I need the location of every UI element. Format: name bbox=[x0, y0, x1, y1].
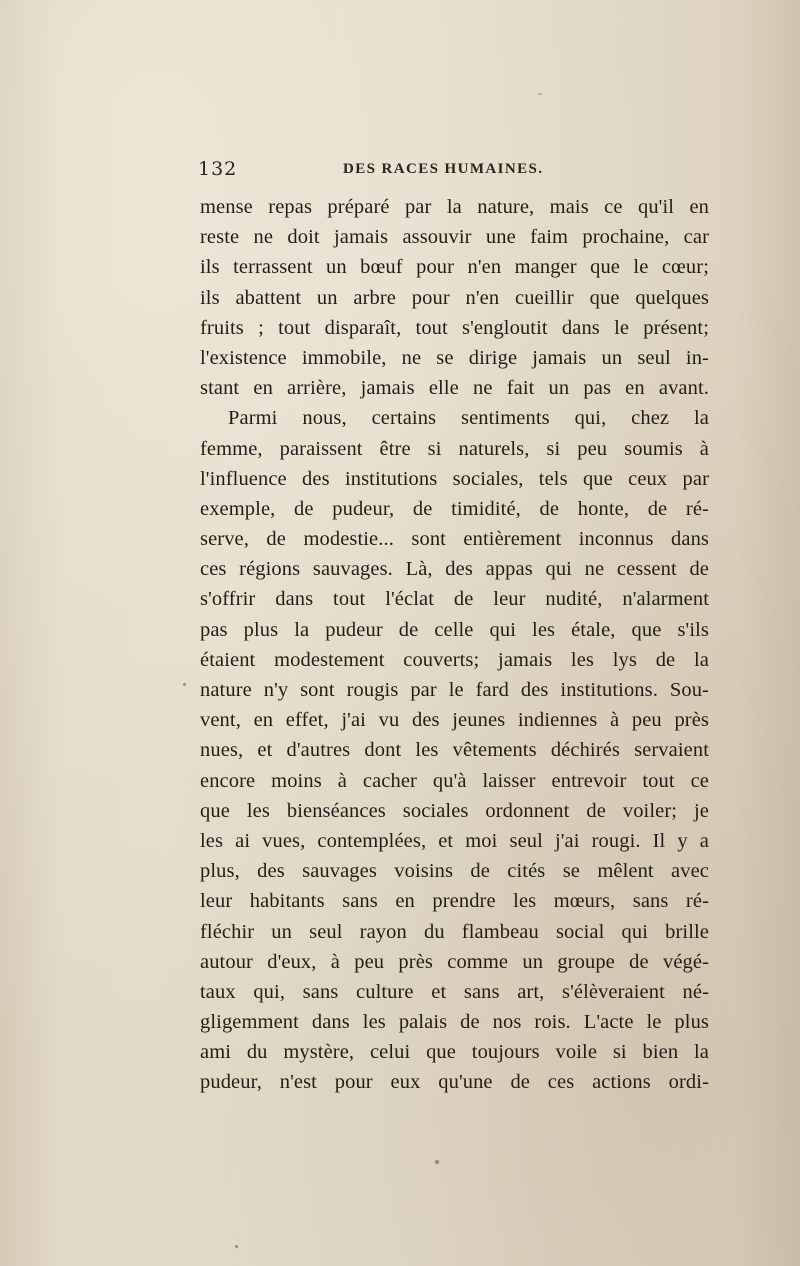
text-line: serve, de modestie... sont entièrement inconnus dans bbox=[200, 528, 709, 551]
text-line: exemple, de pudeur, de timidité, de honte, de ré- bbox=[200, 497, 709, 520]
body-text bbox=[200, 192, 709, 1098]
text-line: mense repas préparé par la nature, mais ce qu'il en bbox=[200, 196, 709, 218]
paper-speck bbox=[435, 1160, 439, 1164]
page-header bbox=[198, 158, 713, 184]
text-line: s'offrir dans tout l'éclat de leur nudité, n'alarment bbox=[200, 588, 709, 611]
text-line: pas plus la pudeur de celle qui les étale, que s'ils bbox=[200, 618, 709, 641]
page-number: 132 bbox=[198, 158, 238, 180]
text-line: Parmi nous, certains sentiments qui, chez la bbox=[228, 407, 709, 430]
text-line: ami du mystère, celui que toujours voile si bien la bbox=[200, 1041, 709, 1064]
paper-speck bbox=[538, 93, 542, 95]
text-line: ils terrassent un bœuf pour n'en manger que le cœur; bbox=[200, 256, 709, 279]
text-line: gligemment dans les palais de nos rois. L'acte le plus bbox=[200, 1011, 709, 1034]
text-line: ces régions sauvages. Là, des appas qui ne cessent de bbox=[200, 558, 709, 581]
text-line: les ai vues, contemplées, et moi seul j'ai rougi. Il y a bbox=[200, 829, 709, 852]
text-line: taux qui, sans culture et sans art, s'élèveraient né- bbox=[200, 980, 709, 1003]
text-line: plus, des sauvages voisins de cités se mêlent avec bbox=[200, 860, 709, 883]
text-line: pudeur, n'est pour eux qu'une de ces actions ordi- bbox=[200, 1071, 709, 1094]
paper-speck bbox=[183, 683, 186, 686]
text-line: leur habitants sans en prendre les mœurs, sans ré- bbox=[200, 890, 709, 913]
text-line: nature n'y sont rougis par le fard des institutions. Sou- bbox=[200, 679, 709, 701]
text-line: reste ne doit jamais assouvir une faim prochaine, car bbox=[200, 226, 709, 249]
text-line: l'existence immobile, ne se dirige jamais un seul in- bbox=[200, 346, 709, 369]
text-line: femme, paraissent être si naturels, si peu soumis à bbox=[200, 437, 709, 460]
text-line: que les bienséances sociales ordonnent de voiler; je bbox=[200, 799, 709, 822]
text-line: fruits ; tout disparaît, tout s'engloutit dans le présent; bbox=[200, 316, 709, 339]
text-line: autour d'eux, à peu près comme un groupe de végé- bbox=[200, 950, 709, 973]
running-head: DES RACES HUMAINES. bbox=[343, 161, 544, 177]
text-line: étaient modestement couverts; jamais les lys de la bbox=[200, 648, 709, 671]
text-line: vent, en effet, j'ai vu des jeunes indiennes à peu près bbox=[200, 709, 709, 732]
text-line: encore moins à cacher qu'à laisser entrevoir tout ce bbox=[200, 769, 709, 792]
text-line: nues, et d'autres dont les vêtements déchirés servaient bbox=[200, 739, 709, 762]
paper-speck bbox=[235, 1245, 238, 1248]
text-line: ils abattent un arbre pour n'en cueillir que quelques bbox=[200, 286, 709, 309]
text-line: fléchir un seul rayon du flambeau social qui brille bbox=[200, 920, 709, 943]
text-line: l'influence des institutions sociales, tels que ceux par bbox=[200, 467, 709, 490]
text-line: stant en arrière, jamais elle ne fait un pas en avant. bbox=[200, 377, 709, 400]
